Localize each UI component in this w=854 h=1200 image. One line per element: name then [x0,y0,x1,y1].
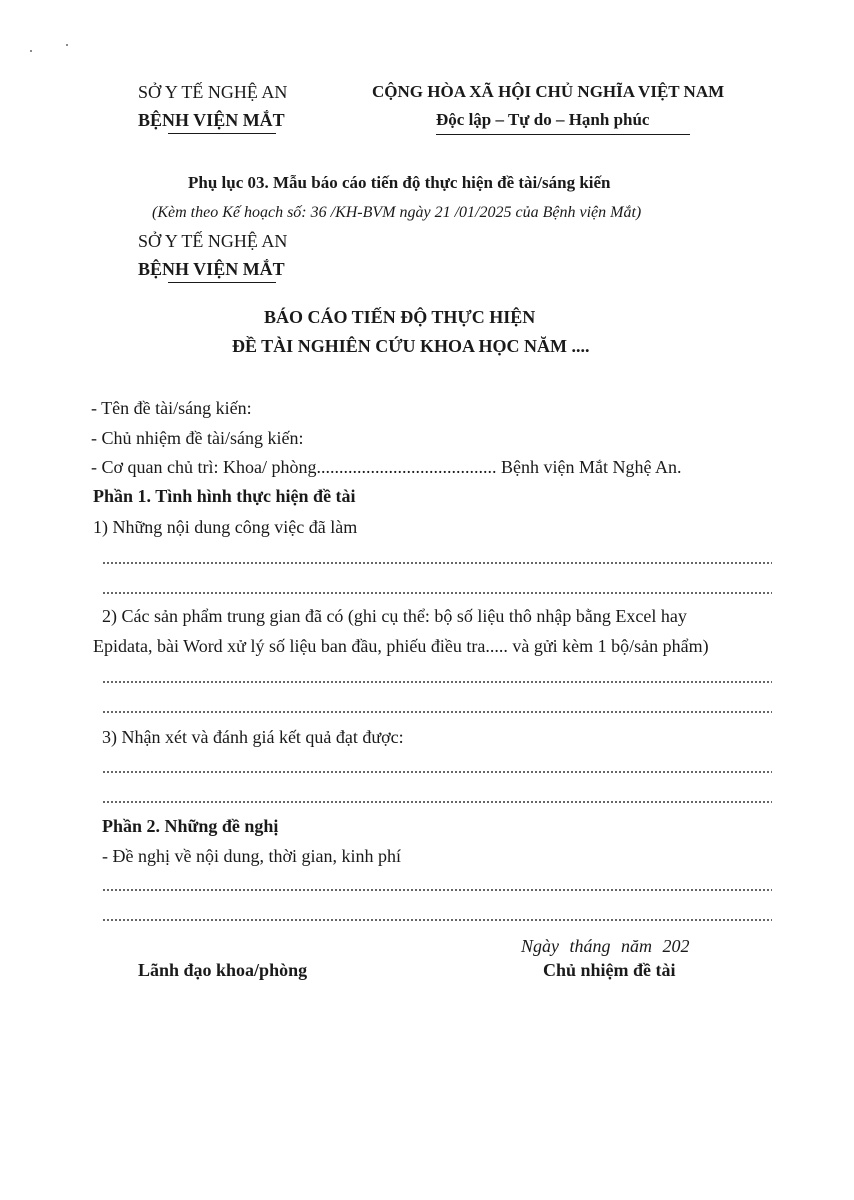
fill-line [102,562,772,564]
fill-line [102,592,772,594]
fill-line [102,681,772,683]
national-title: CỘNG HÒA XÃ HỘI CHỦ NGHĨA VIỆT NAM [372,82,725,101]
part2-item1: - Đề nghị về nội dung, thời gian, kinh phí [102,846,401,866]
scan-speck [30,50,32,52]
part1-item1: 1) Những nội dung công việc đã làm [93,517,358,537]
field-leader: - Chủ nhiệm đề tài/sáng kiến: [91,428,304,448]
national-motto: Độc lập – Tự do – Hạnh phúc [436,110,650,129]
signature-date: Ngày tháng năm 202 [521,936,690,956]
agency-dots: ........................................ [316,457,497,477]
fill-line [102,801,772,803]
field-agency [91,457,681,478]
ministry-name: SỞ Y TẾ NGHỆ AN [138,82,288,102]
fill-line [102,771,772,773]
signature-left-title: Lãnh đạo khoa/phòng [138,960,308,980]
appendix-subtitle: (Kèm theo Kế hoạch số: 36 /KH-BVM ngày 21 /01/2025 của Bệnh viện Mắt) [152,204,642,221]
sub-ministry-name: SỞ Y TẾ NGHỆ AN [138,231,288,251]
report-title-line2: ĐỀ TÀI NGHIÊN CỨU KHOA HỌC NĂM .... [232,336,590,356]
part1-item2-line1: 2) Các sản phẩm trung gian đã có (ghi cụ thể: bộ số liệu thô nhập bằng Excel hay [102,606,687,626]
part1-item2-line2: Epidata, bài Word xử lý số liệu ban đầu, phiếu điều tra..... và gửi kèm 1 bộ/sản phẩm) [93,636,709,656]
fill-line [102,711,772,713]
field-topic: - Tên đề tài/sáng kiến: [91,398,252,418]
agency-suffix: Bệnh viện Mắt Nghệ An. [500,457,682,477]
part1-item3: 3) Nhận xét và đánh giá kết quả đạt được: [102,727,404,747]
hospital-name-underline [168,133,276,134]
fill-line [102,919,772,921]
part1-heading: Phần 1. Tình hình thực hiện đề tài [93,486,356,506]
hospital-name: BỆNH VIỆN MẮT [138,110,285,130]
sub-hospital-name-underline [168,282,276,283]
sub-hospital-name: BỆNH VIỆN MẮT [138,259,285,279]
fill-line [102,889,772,891]
report-title-line1: BÁO CÁO TIẾN ĐỘ THỰC HIỆN [264,307,536,327]
agency-prefix: - Cơ quan chủ trì: Khoa/ phòng [91,457,317,477]
motto-underline [436,134,690,135]
part2-heading: Phần 2. Những đề nghị [102,816,279,836]
scan-speck [66,44,68,46]
signature-right-title: Chủ nhiệm đề tài [543,960,676,980]
appendix-title: Phụ lục 03. Mẫu báo cáo tiến độ thực hiện đề tài/sáng kiến [188,173,611,192]
